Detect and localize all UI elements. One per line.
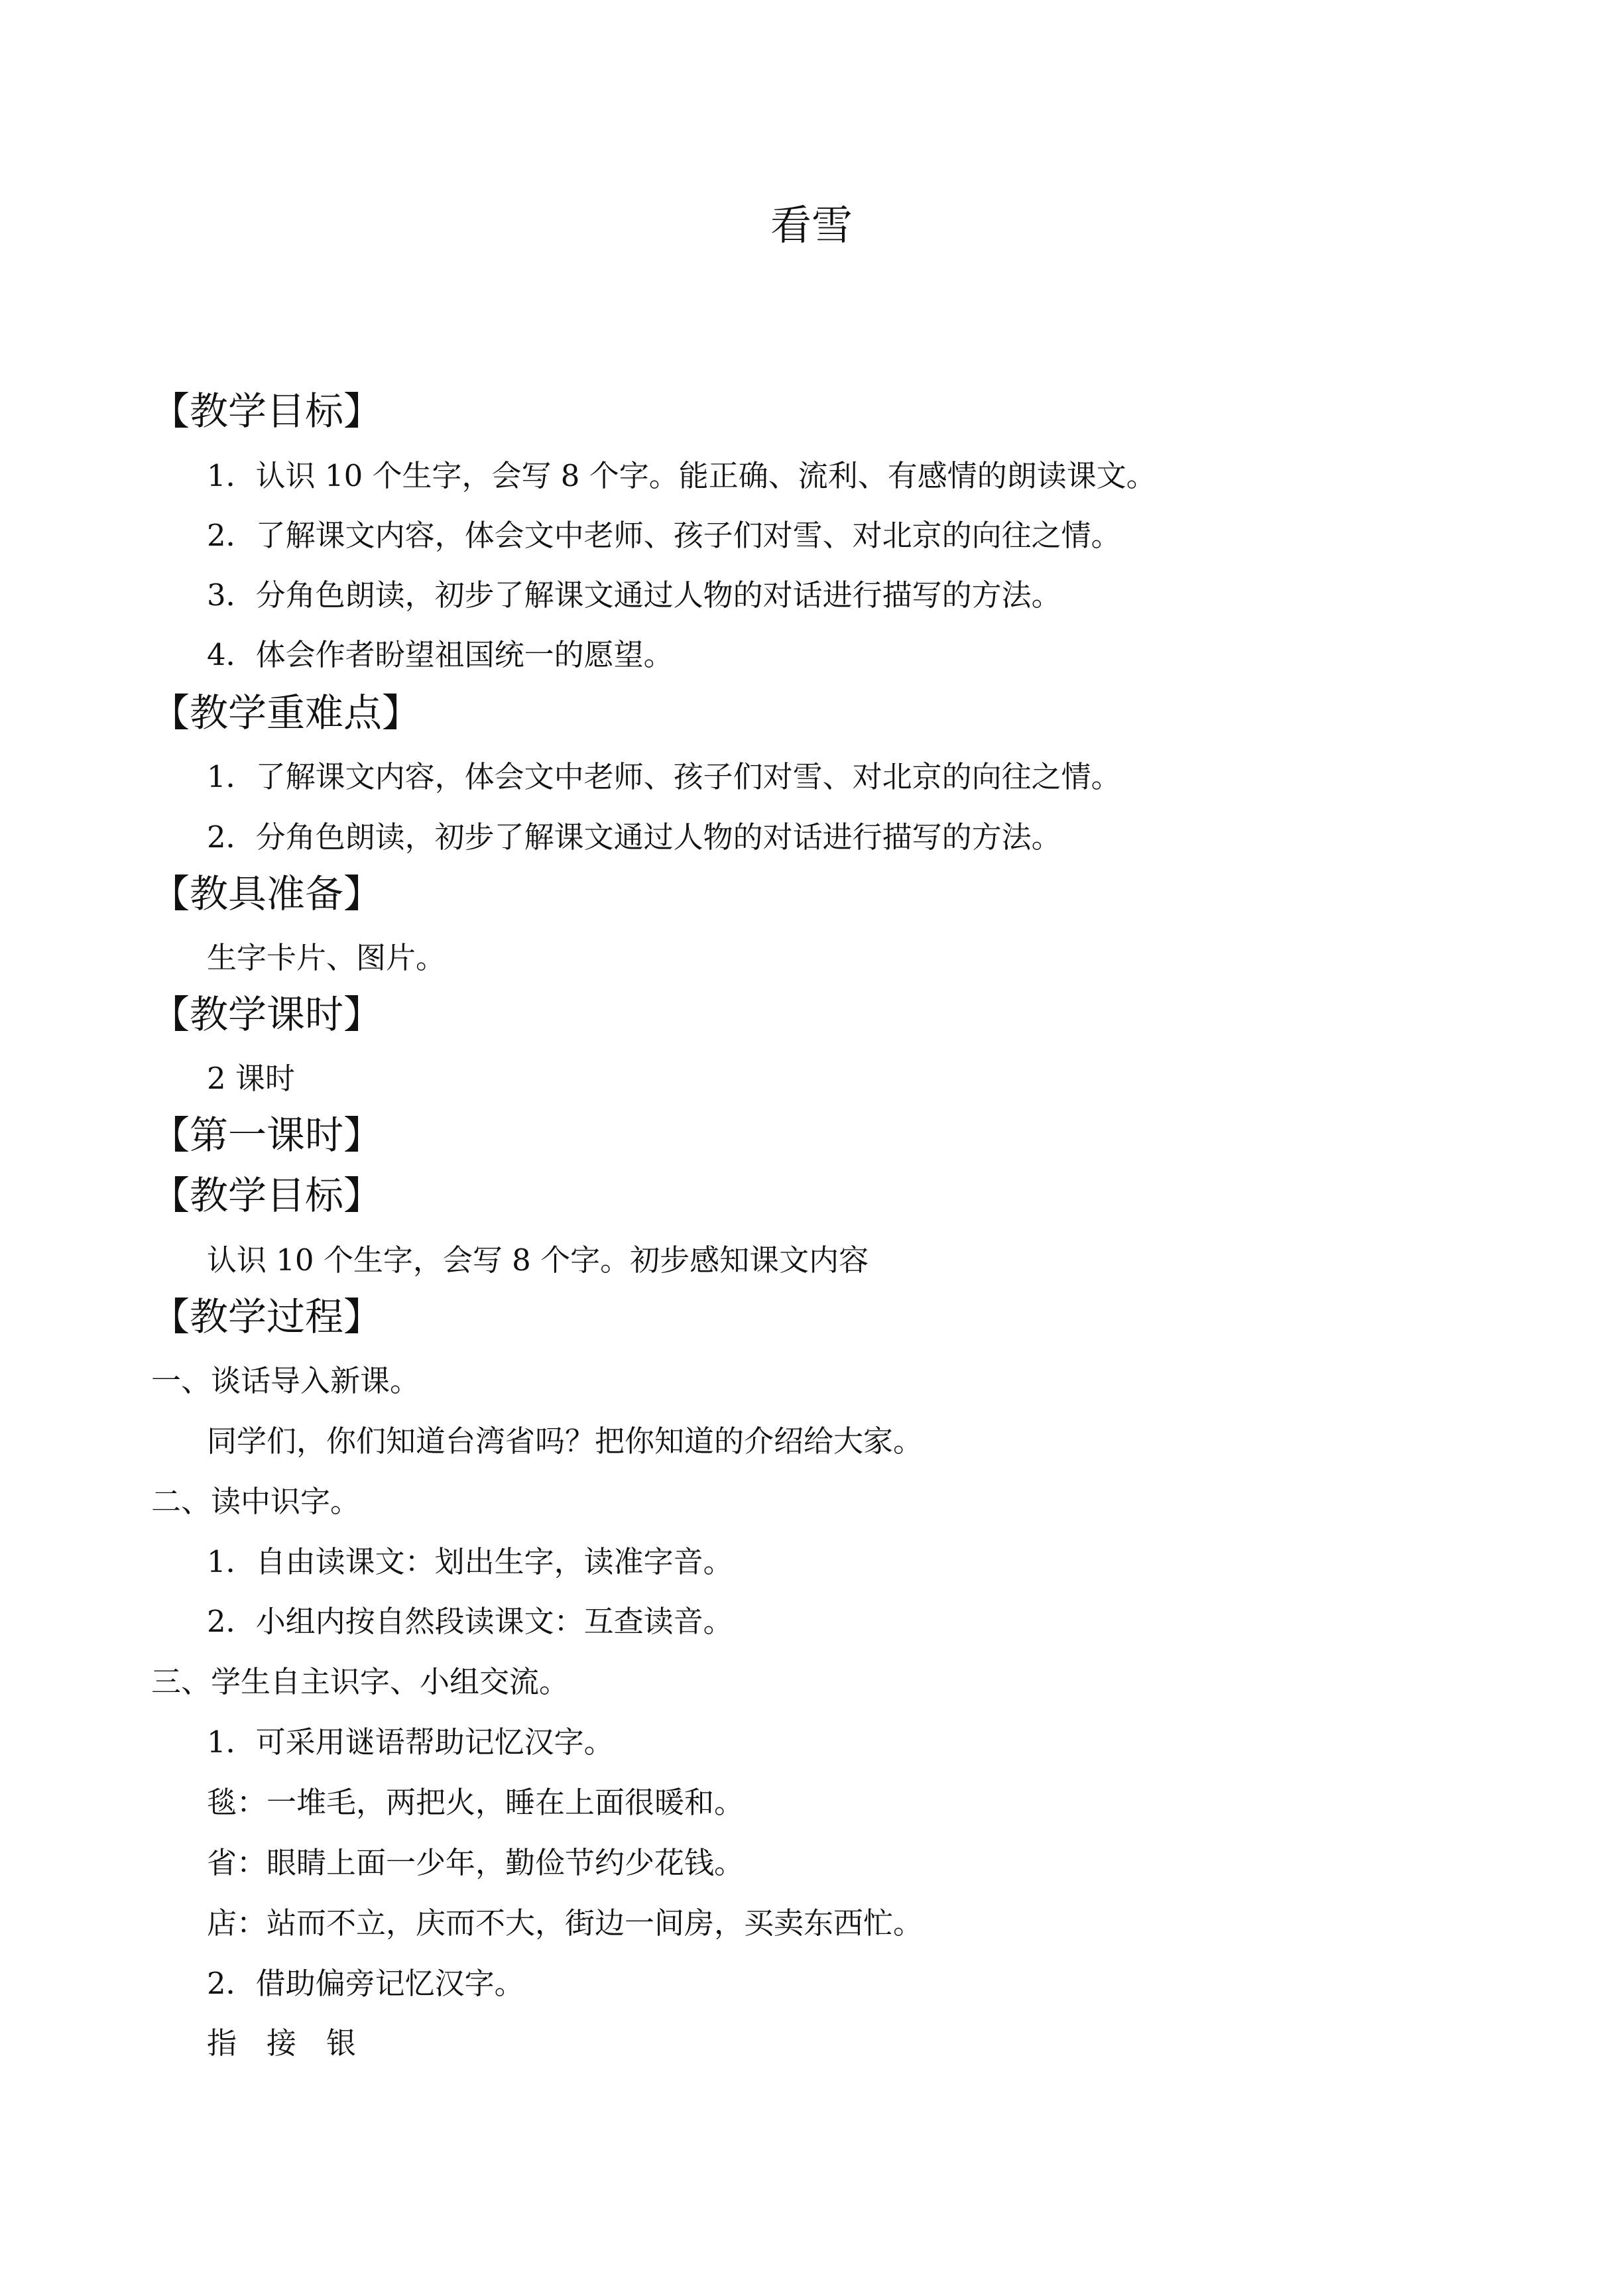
goal-item-3: 3．分角色朗读，初步了解课文通过人物的对话进行描写的方法。: [207, 577, 1061, 613]
heading-lesson-goals: 【教学目标】: [151, 1173, 383, 1218]
process-step-2: 二、读中识字。: [151, 1484, 361, 1519]
riddle-line-1: 毯：一堆毛，两把火，睡在上面很暖和。: [207, 1785, 745, 1820]
radical-characters: 指 接 银: [207, 2025, 357, 2061]
riddle-line-2: 省：眼睛上面一少年，勤俭节约少花钱。: [207, 1845, 745, 1880]
goal-item-4: 4．体会作者盼望祖国统一的愿望。: [207, 637, 674, 672]
heading-first-lesson: 【第一课时】: [151, 1113, 383, 1158]
goal-item-1: 1．认识 10 个生字，会写 8 个字。能正确、流利、有感情的朗读课文。: [207, 458, 1156, 493]
process-step-3-item-2: 2．借助偏旁记忆汉字。: [207, 1966, 524, 2001]
heading-teaching-process: 【教学过程】: [151, 1294, 383, 1339]
page-title: 看雪: [770, 201, 853, 249]
heading-materials: 【教具准备】: [151, 871, 383, 916]
materials-text: 生字卡片、图片。: [207, 940, 446, 975]
heading-key-points: 【教学重难点】: [151, 690, 421, 735]
process-step-3: 三、学生自主识字、小组交流。: [151, 1664, 570, 1699]
key-point-item-2: 2．分角色朗读，初步了解课文通过人物的对话进行描写的方法。: [207, 819, 1061, 855]
heading-teaching-goals: 【教学目标】: [151, 389, 383, 434]
process-step-2-item-1: 1．自由读课文：划出生字，读准字音。: [207, 1544, 733, 1579]
class-hours-text: 2 课时: [207, 1061, 295, 1096]
goal-item-2: 2．了解课文内容，体会文中老师、孩子们对雪、对北京的向往之情。: [207, 518, 1121, 553]
process-step-2-item-2: 2．小组内按自然段读课文：互查读音。: [207, 1604, 733, 1639]
lesson-goals-text: 认识 10 个生字，会写 8 个字。初步感知课文内容: [207, 1242, 869, 1278]
key-point-item-1: 1．了解课文内容，体会文中老师、孩子们对雪、对北京的向往之情。: [207, 759, 1121, 794]
process-step-1: 一、谈话导入新课。: [151, 1363, 420, 1398]
process-step-3-item-1: 1．可采用谜语帮助记忆汉字。: [207, 1724, 614, 1760]
riddle-line-3: 店：站而不立，庆而不大，街边一间房，买卖东西忙。: [207, 1905, 924, 1941]
process-step-1-text: 同学们，你们知道台湾省吗？把你知道的介绍给大家。: [207, 1423, 924, 1459]
heading-class-hours: 【教学课时】: [151, 992, 383, 1037]
